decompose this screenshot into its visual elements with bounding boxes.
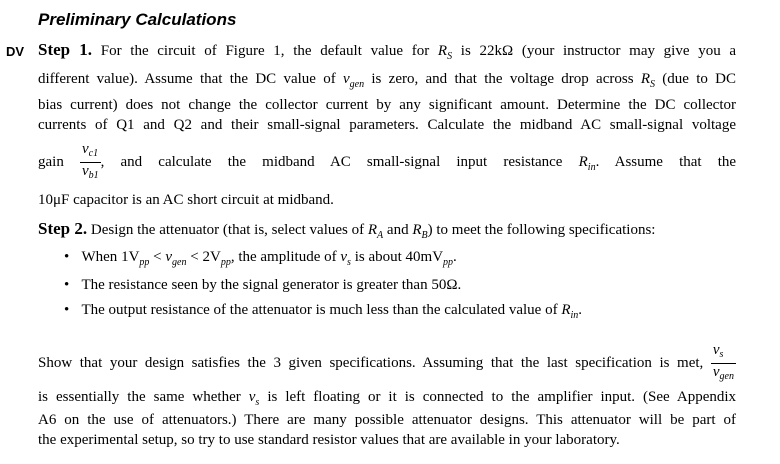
step2-text: ) to meet the following specifications:	[427, 222, 656, 238]
step1-line-3	[38, 97, 736, 114]
step2-label: Step 2.	[38, 219, 88, 238]
step1-text: . Assume that the	[595, 153, 737, 170]
step1-line-2	[38, 71, 736, 90]
bullet-icon: •	[64, 249, 70, 265]
v2-value: $2V_{pp}$	[202, 249, 231, 268]
vgen-symbol: $v_{gen}$	[342, 71, 365, 90]
step1-label: Step 1.	[38, 40, 93, 59]
spec-bullet-1	[64, 249, 457, 268]
spec-bullet-2	[64, 277, 461, 294]
step1-line-1	[38, 40, 736, 62]
step1-text: (due to DC	[662, 71, 736, 87]
step2-paragraph-line-2	[38, 389, 736, 408]
step2-text: A6 on the use of attenuators.) There are many possible attenuator designs. This attenuator will be part of	[38, 412, 736, 428]
less-than: <	[190, 249, 199, 265]
step2-paragraph-line-4: the experimental setup, so try to use standard resistor values that are available in your laboratory.	[38, 432, 620, 448]
step2-paragraph-line-1	[38, 342, 736, 382]
rb-symbol: $R_B$	[412, 222, 428, 241]
step1-text: (your instructor may give you a	[521, 43, 737, 59]
vgen-symbol: $v_{gen}$	[165, 249, 187, 268]
v3-value: $40mV_{pp}$	[405, 249, 454, 268]
step2-text: Design the attenuator (that is, select values of	[90, 222, 365, 238]
vs-symbol: $v_s$	[340, 249, 351, 268]
step1-text: is zero, and that the voltage drop across	[371, 71, 634, 87]
voltage-gain-fraction: $\frac{v_{c1}}{v_{b1}}$	[81, 141, 99, 181]
bullet-text: .	[578, 302, 583, 318]
ra-symbol: $R_A$	[367, 222, 384, 241]
bullet-text: .	[457, 277, 462, 293]
rs-symbol: $R_S$	[640, 71, 655, 90]
rin-symbol: $R_{in}$	[578, 153, 596, 173]
rs-symbol: $R_S$	[437, 43, 453, 62]
less-than: <	[153, 249, 162, 265]
v1-value: $1V_{pp}$	[121, 249, 150, 268]
step1-text: bias current) does not change the collector current by any significant amount. Determine the DC collector	[38, 97, 736, 113]
rin-symbol: $R_{in}$	[561, 302, 579, 321]
vs-symbol: $v_s$	[248, 389, 260, 408]
bullet-text: When	[81, 249, 118, 265]
step2-text: is essentially the same whether	[38, 389, 241, 405]
step2-intro	[38, 219, 655, 241]
step2-text: is left floating or it is connected to the amplifier input. (See Appendix	[267, 389, 737, 405]
step1-text: For the circuit of Figure 1, the default value for	[100, 43, 430, 59]
attenuation-fraction: $\frac{v_s}{v_{gen}}$	[712, 342, 734, 382]
bullet-text: is about	[354, 249, 402, 265]
dv-tag: DV	[6, 44, 25, 59]
step2-text: Show that your design satisfies the 3 given specifications. Assuming that the last specification is met,	[38, 354, 704, 371]
step1-text: different value). Assume that the DC value of	[38, 71, 336, 87]
bullet-icon: •	[64, 302, 70, 318]
step2-paragraph-line-3	[38, 412, 736, 429]
rs-value: 22kΩ	[479, 43, 514, 59]
step2-text: and	[386, 222, 409, 238]
resistance-value: 50Ω	[431, 277, 458, 293]
bullet-icon: •	[64, 277, 70, 293]
step1-text: currents of Q1 and Q2 and their small-signal parameters. Calculate the midband AC small-signal voltage	[38, 117, 736, 133]
step1-text: , and calculate the midband AC small-signal input resistance	[100, 153, 563, 170]
step1-text: gain	[38, 153, 64, 170]
bullet-text: The output resistance of the attenuator is much less than the calculated value of	[81, 302, 558, 318]
step1-line-4	[38, 117, 736, 134]
step1-text: is	[460, 43, 471, 59]
step1-line-5	[38, 141, 736, 181]
step1-line-6: 10μF capacitor is an AC short circuit at midband.	[38, 192, 334, 208]
spec-bullet-3	[64, 302, 582, 321]
bullet-text: The resistance seen by the signal generator is greater than	[81, 277, 428, 293]
bullet-text: .	[453, 249, 457, 265]
section-heading: Preliminary Calculations	[38, 10, 237, 29]
bullet-text: , the amplitude of	[230, 249, 337, 265]
